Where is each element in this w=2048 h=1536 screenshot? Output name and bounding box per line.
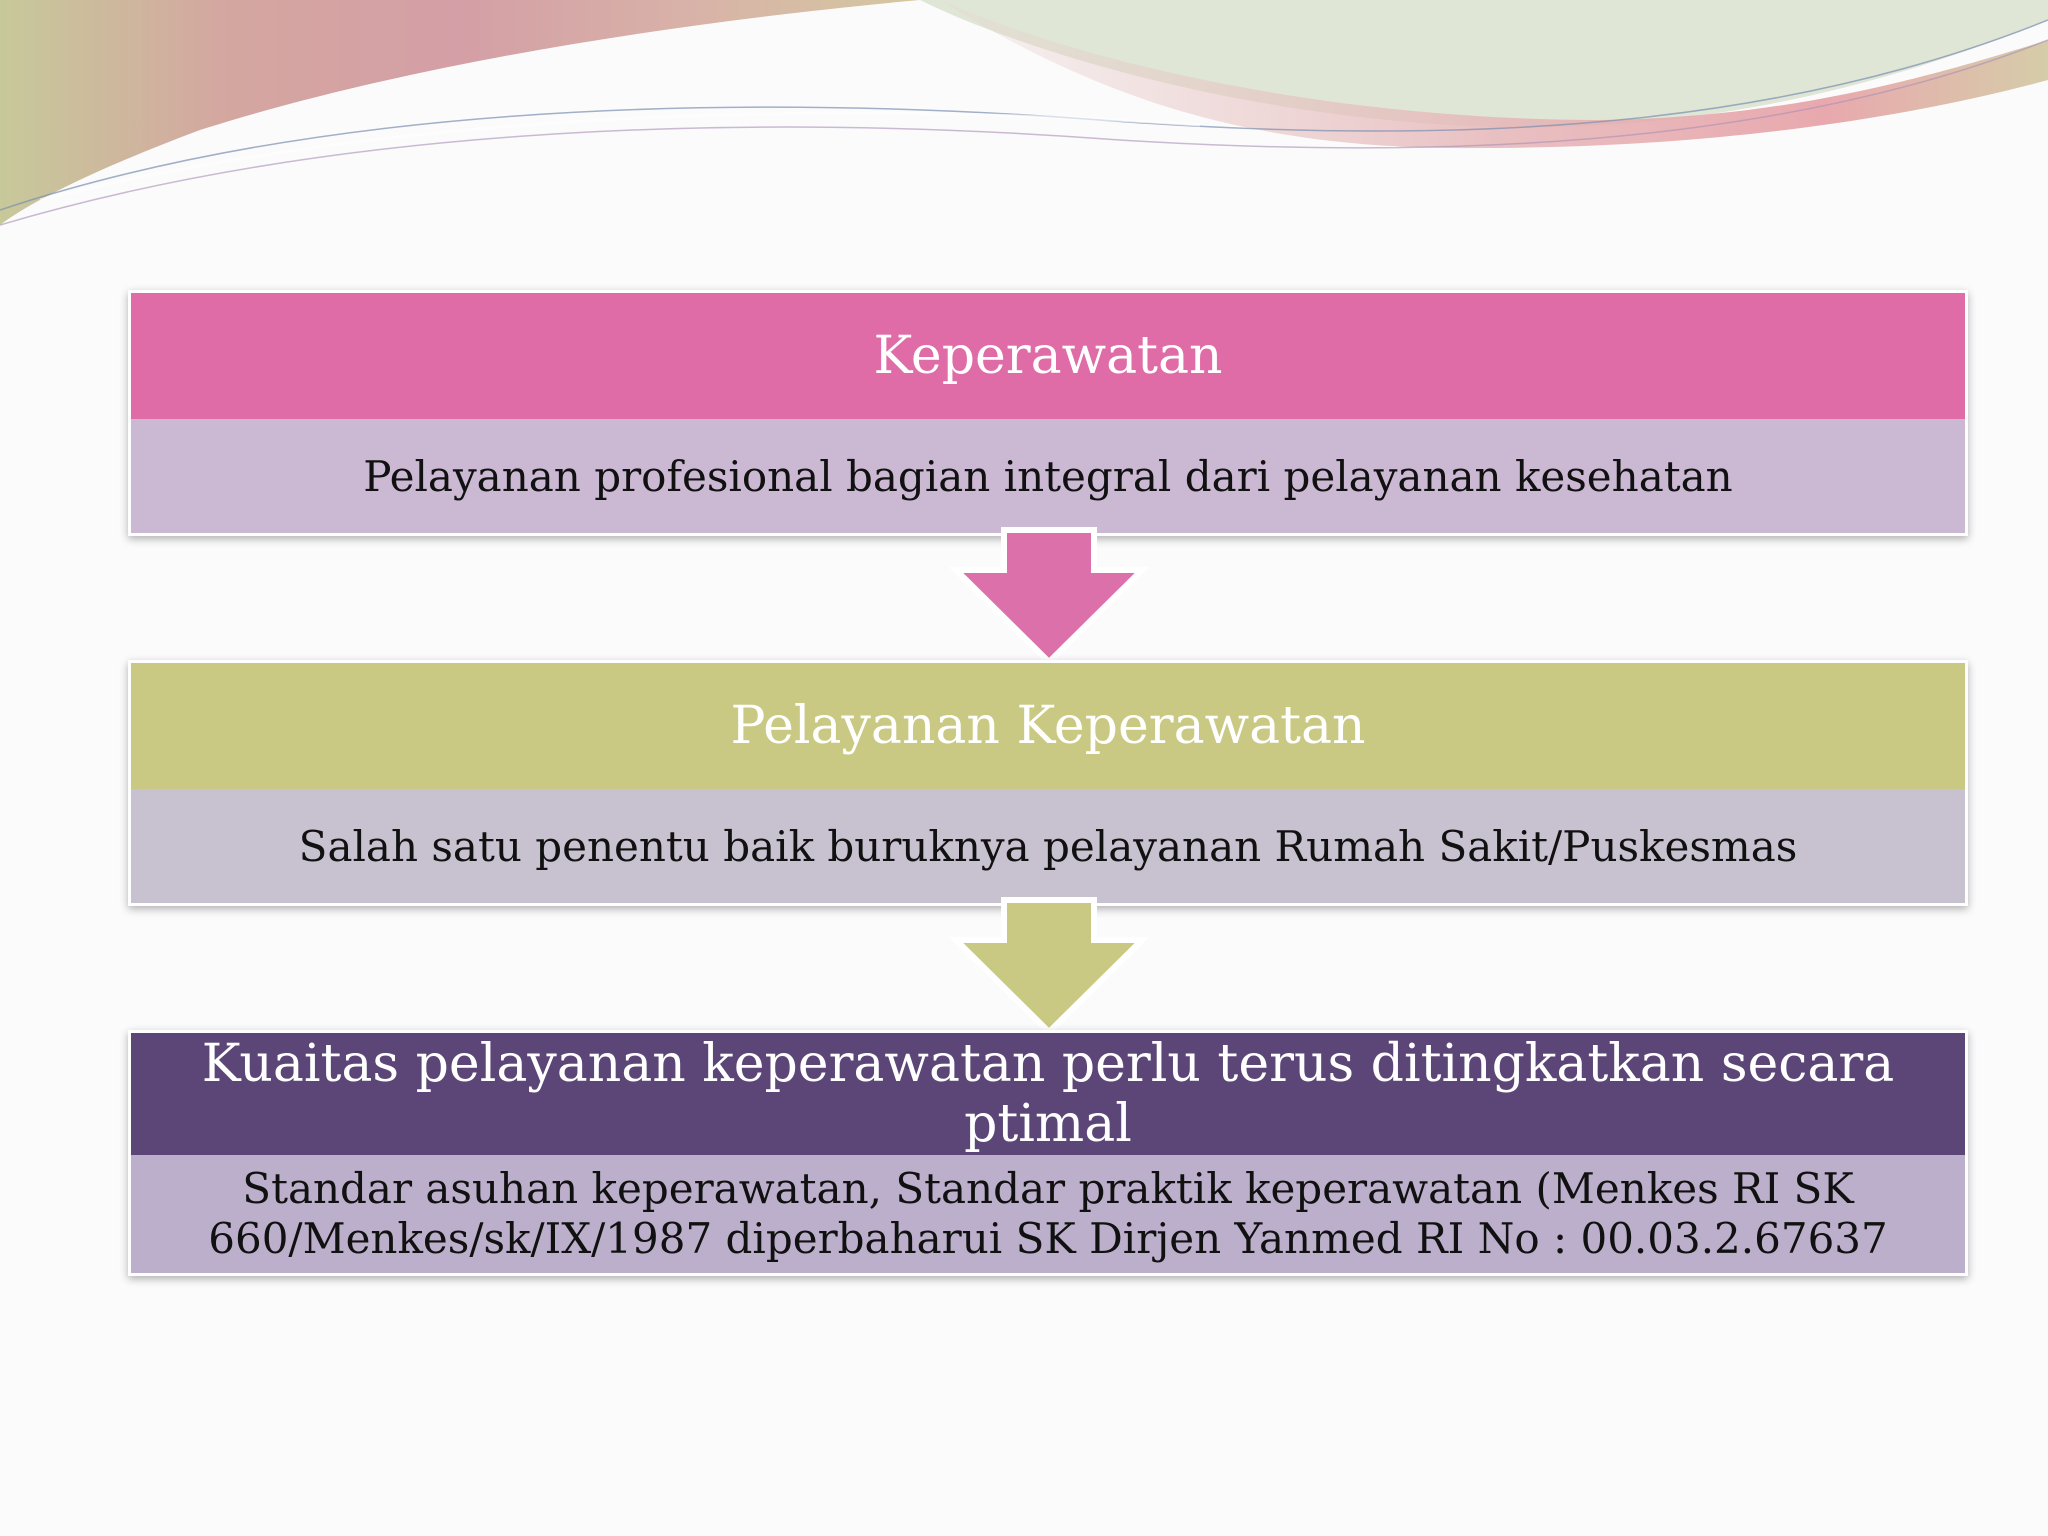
step-1-description: Pelayanan profesional bagian integral dari pelayanan kesehatan — [131, 419, 1965, 533]
step-2-description: Salah satu penentu baik buruknya pelayanan Rumah Sakit/Puskesmas — [131, 789, 1965, 903]
step-3-box — [128, 1030, 1968, 1276]
step-3-description-line-2: 660/Menkes/sk/IX/1987 diperbaharui SK Dirjen Yanmed RI No : 00.03.2.67637 — [208, 1214, 1888, 1263]
step-3-description — [131, 1155, 1965, 1273]
step-2-title: Pelayanan Keperawatan — [131, 663, 1965, 789]
step-1-title: Keperawatan — [131, 293, 1965, 419]
step-2-box — [128, 660, 1968, 906]
arrow-down-2 — [946, 900, 1152, 1036]
step-3-title: Kuaitas pelayanan keperawatan perlu terus ditingkatkan secara ptimal — [131, 1033, 1965, 1155]
arrow-down-1 — [946, 530, 1152, 666]
step-3-description-line-1: Standar asuhan keperawatan, Standar praktik keperawatan (Menkes RI SK — [242, 1164, 1854, 1213]
step-1-box — [128, 290, 1968, 536]
